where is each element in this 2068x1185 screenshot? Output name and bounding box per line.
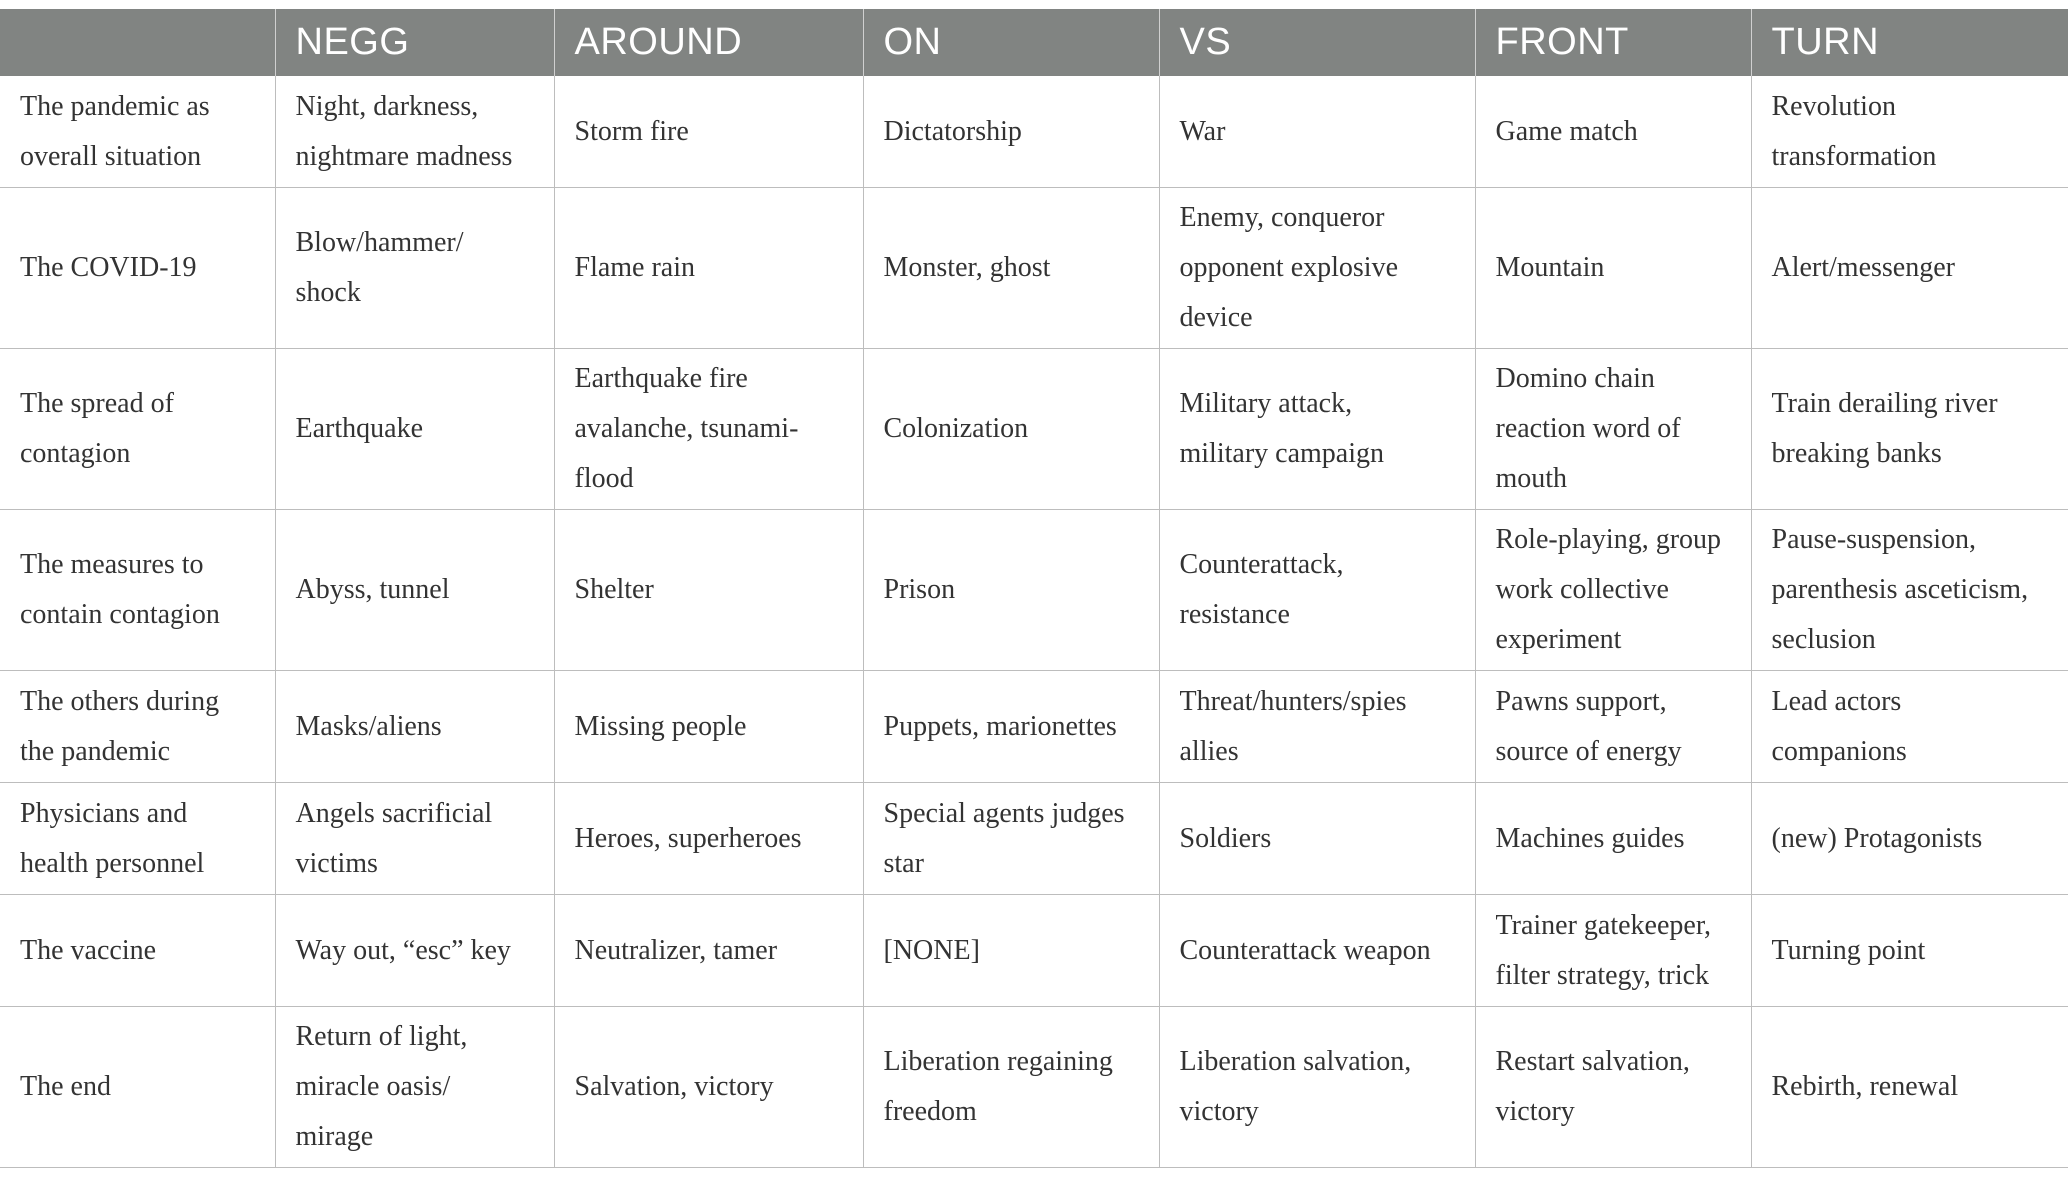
table-cell: Role-playing, group work collective experiment <box>1475 510 1751 671</box>
table-cell: Threat/hunters/spies allies <box>1159 671 1475 783</box>
row-label: The end <box>0 1007 275 1168</box>
table-cell: Earthquake fire avalanche, tsunami- flood <box>554 349 863 510</box>
table-cell: Return of light, miracle oasis/ mirage <box>275 1007 554 1168</box>
table-cell: Alert/messenger <box>1751 188 2068 349</box>
header-cell-vs: VS <box>1159 9 1475 76</box>
table-cell: Machines guides <box>1475 783 1751 895</box>
table-cell: Storm fire <box>554 76 863 188</box>
table-row <box>0 783 2068 895</box>
table-cell: [NONE] <box>863 895 1159 1007</box>
table-cell: Flame rain <box>554 188 863 349</box>
row-label: The COVID-19 <box>0 188 275 349</box>
table-cell: Trainer gatekeeper, filter strategy, trick <box>1475 895 1751 1007</box>
table-row <box>0 895 2068 1007</box>
header-cell-around: AROUND <box>554 9 863 76</box>
header-cell-on: ON <box>863 9 1159 76</box>
table-cell: Game match <box>1475 76 1751 188</box>
table-cell: Neutralizer, tamer <box>554 895 863 1007</box>
table-cell: Abyss, tunnel <box>275 510 554 671</box>
table-cell: Shelter <box>554 510 863 671</box>
table-cell: Puppets, marionettes <box>863 671 1159 783</box>
table-cell: Lead actors companions <box>1751 671 2068 783</box>
table-row <box>0 671 2068 783</box>
table-cell: War <box>1159 76 1475 188</box>
header-cell-empty <box>0 9 275 76</box>
table-cell: Counterattack, resistance <box>1159 510 1475 671</box>
row-label: The spread of contagion <box>0 349 275 510</box>
row-label: Physicians and health personnel <box>0 783 275 895</box>
table-cell: Way out, “esc” key <box>275 895 554 1007</box>
table-cell: Enemy, conqueror opponent explosive device <box>1159 188 1475 349</box>
header-cell-turn: TURN <box>1751 9 2068 76</box>
table-cell: Mountain <box>1475 188 1751 349</box>
table-cell: Liberation regaining freedom <box>863 1007 1159 1168</box>
table-cell: Soldiers <box>1159 783 1475 895</box>
table-cell: Earthquake <box>275 349 554 510</box>
table-cell: Liberation salvation, victory <box>1159 1007 1475 1168</box>
header-cell-front: FRONT <box>1475 9 1751 76</box>
row-label: The pandemic as overall situation <box>0 76 275 188</box>
table-cell: Turning point <box>1751 895 2068 1007</box>
table-cell: Monster, ghost <box>863 188 1159 349</box>
table-cell: Restart salvation, victory <box>1475 1007 1751 1168</box>
header-cell-negg: NEGG <box>275 9 554 76</box>
table-row <box>0 76 2068 188</box>
table-row <box>0 1007 2068 1168</box>
table-cell: Angels sacrificial victims <box>275 783 554 895</box>
table-cell: Heroes, superheroes <box>554 783 863 895</box>
table-cell: Military attack, military campaign <box>1159 349 1475 510</box>
table-cell: (new) Protagonists <box>1751 783 2068 895</box>
table-row <box>0 349 2068 510</box>
row-label: The measures to contain contagion <box>0 510 275 671</box>
metaphor-table <box>0 9 2068 1168</box>
table-cell: Dictatorship <box>863 76 1159 188</box>
table-row <box>0 510 2068 671</box>
table-cell: Revolution transformation <box>1751 76 2068 188</box>
row-label: The vaccine <box>0 895 275 1007</box>
table-cell: Special agents judges star <box>863 783 1159 895</box>
table-cell: Pawns support, source of energy <box>1475 671 1751 783</box>
table-cell: Rebirth, renewal <box>1751 1007 2068 1168</box>
table-cell: Colonization <box>863 349 1159 510</box>
table-cell: Train derailing river breaking banks <box>1751 349 2068 510</box>
row-label: The others during the pandemic <box>0 671 275 783</box>
table-cell: Prison <box>863 510 1159 671</box>
table-cell: Masks/aliens <box>275 671 554 783</box>
metaphor-table-container <box>0 9 2068 1168</box>
table-cell: Blow/hammer/ shock <box>275 188 554 349</box>
table-cell: Domino chain reaction word of mouth <box>1475 349 1751 510</box>
table-cell: Pause-suspension, parenthesis asceticism, seclusion <box>1751 510 2068 671</box>
table-cell: Salvation, victory <box>554 1007 863 1168</box>
header-row <box>0 9 2068 76</box>
table-row <box>0 188 2068 349</box>
table-cell: Missing people <box>554 671 863 783</box>
table-cell: Counterattack weapon <box>1159 895 1475 1007</box>
table-cell: Night, darkness, nightmare madness <box>275 76 554 188</box>
